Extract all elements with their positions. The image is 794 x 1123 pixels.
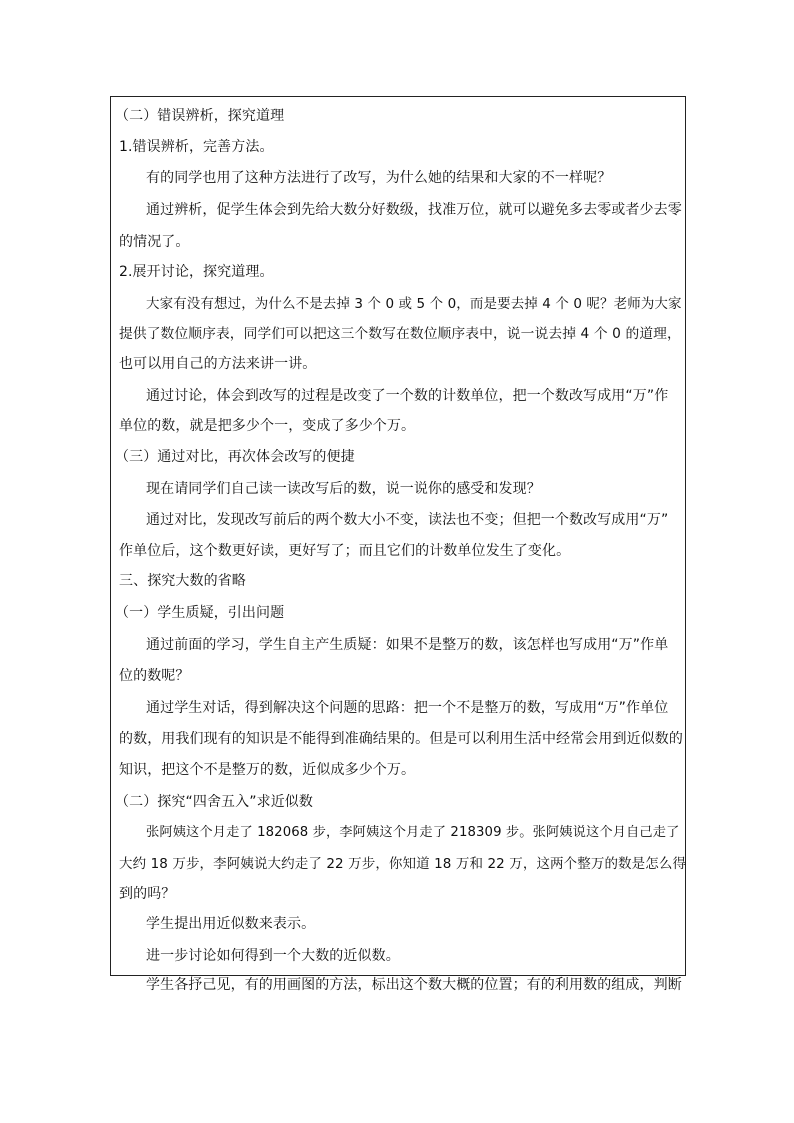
lesson-content-box <box>110 96 687 993</box>
section-heading: （二）探究“四舍五入”求近似数 <box>115 794 314 810</box>
paragraph-line: 通过学生对话，得到解决这个问题的思路：把一个不是整万的数，写成用“万”作单位 <box>146 700 669 716</box>
paragraph-line: 进一步讨论如何得到一个大数的近似数。 <box>146 948 400 964</box>
paragraph-line: 的数，用我们现有的知识是不能得到准确结果的。但是可以利用生活中经常会用到近似数的 <box>119 731 683 747</box>
step-heading: 2.展开讨论，探究道理。 <box>119 264 274 280</box>
paragraph-line: 张阿姨这个月走了 182068 步，李阿姨这个月走了 218309 步。张阿姨说这个月自己走了 <box>146 825 680 840</box>
paragraph-line: 大家有没有想过，为什么不是去掉 3 个 0 或 5 个 0，而是要去掉 4 个 0 呢？老师为大家 <box>146 296 682 312</box>
paragraph-line: 也可以用自己的方法来讲一讲。 <box>119 356 317 372</box>
paragraph-line: 的情况了。 <box>119 234 190 250</box>
paragraph-line: 作单位后，这个数更好读，更好写了；而且它们的计数单位发生了变化。 <box>119 543 571 559</box>
paragraph-line: 现在请同学们自己读一读改写后的数，说一说你的感受和发现？ <box>146 481 541 497</box>
section-heading: （二）错误辨析，探究道理 <box>115 108 285 124</box>
paragraph-line: 通过辨析，促学生体会到先给大数分好数级，找准万位，就可以避免多去零或者少去零 <box>146 202 682 218</box>
paragraph-line: 通过对比，发现改写前后的两个数大小不变，读法也不变；但把一个数改写成用“万” <box>146 512 669 528</box>
chapter-heading: 三、探究大数的省略 <box>119 573 246 589</box>
paragraph-line: 通过讨论，体会到改写的过程是改变了一个数的计数单位，把一个数改写成用“万”作 <box>146 388 669 404</box>
paragraph-line: 单位的数，就是把多少个一，变成了多少个万。 <box>119 418 416 434</box>
step-heading: 1.错误辨析，完善方法。 <box>119 139 274 155</box>
paragraph-line: 提供了数位顺序表，同学们可以把这三个数写在数位顺序表中，说一说去掉 4 个 0 的道理， <box>119 326 681 342</box>
paragraph-line: 位的数呢？ <box>119 668 190 684</box>
paragraph-line: 大约 18 万步，李阿姨说大约走了 22 万步，你知道 18 万和 22 万，这两个整万的数是怎么得 <box>119 856 687 872</box>
paragraph-line: 有的同学也用了这种方法进行了改写，为什么她的结果和大家的不一样呢？ <box>146 170 612 186</box>
paragraph-line: 学生提出用近似数来表示。 <box>146 916 316 932</box>
section-heading: （一）学生质疑，引出问题 <box>115 605 285 621</box>
paragraph-line: 学生各抒己见，有的用画图的方法，标出这个数大概的位置；有的利用数的组成，判断 <box>146 977 682 993</box>
paragraph-line: 通过前面的学习，学生自主产生质疑：如果不是整万的数，该怎样也写成用“万”作单 <box>146 637 669 653</box>
section-heading: （三）通过对比，再次体会改写的便捷 <box>115 449 355 465</box>
paragraph-line: 到的吗？ <box>119 886 176 902</box>
paragraph-line: 知识，把这个不是整万的数，近似成多少个万。 <box>119 762 416 778</box>
